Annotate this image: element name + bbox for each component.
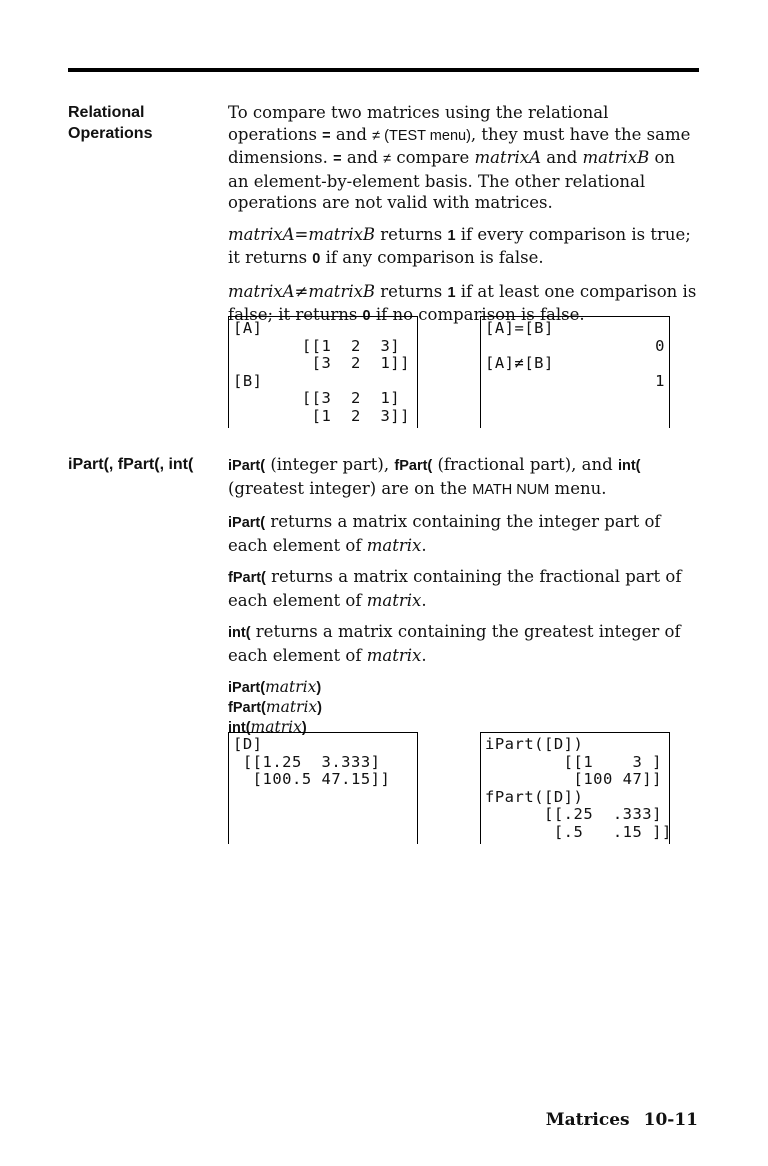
int-description: int( returns a matrix containing the greatest integer of each element of matrix. bbox=[228, 622, 681, 665]
screen-result: 1 bbox=[655, 371, 665, 390]
page-footer bbox=[546, 1110, 698, 1130]
calculator-screen-matrix-d bbox=[228, 732, 418, 844]
screen-line: [A]=[B] bbox=[485, 319, 554, 337]
screen-line: [[.25 .333] bbox=[485, 805, 662, 823]
calculator-screen-comparison bbox=[480, 316, 670, 428]
syntax-line: iPart(matrix) bbox=[228, 678, 322, 696]
not-equal-description: matrixA≠matrixB returns 1 if at least one comparison is false; it returns 0 if no comparison is false. bbox=[228, 281, 697, 324]
syntax-block bbox=[228, 678, 700, 738]
section-heading-ipart: iPart(, fPart(, int( bbox=[68, 456, 194, 473]
relational-body bbox=[228, 102, 700, 328]
ipart-body bbox=[228, 454, 700, 738]
screen-line: [[1 2 3] bbox=[233, 336, 401, 355]
section-heading-relational bbox=[68, 102, 218, 144]
equal-description: matrixA=matrixB returns 1 if every comparison is true; it returns 0 if any comparison is false. bbox=[228, 224, 691, 267]
screen-line: fPart([D]) bbox=[485, 787, 584, 806]
calculator-screen-matrices-ab bbox=[228, 316, 418, 428]
heading-line-1: Relational bbox=[68, 104, 145, 121]
top-rule bbox=[68, 68, 699, 72]
screen-line: iPart([D]) bbox=[485, 735, 584, 753]
screen-line: [.5 .15 ]] bbox=[485, 822, 672, 841]
screen-line: [B] bbox=[233, 371, 263, 390]
screen-line: [1 2 3]] bbox=[233, 406, 410, 425]
chapter-title: Matrices bbox=[545, 1110, 630, 1130]
syntax-line: int(matrix) bbox=[228, 718, 307, 736]
screen-line: [[1.25 3.333] bbox=[233, 752, 381, 771]
screen-line: [A] bbox=[233, 319, 263, 337]
screen-line: [[1 3 ] bbox=[485, 752, 662, 771]
screen-line: [D] bbox=[233, 735, 263, 753]
heading-line-2: Operations bbox=[68, 125, 153, 142]
ipart-description: iPart( returns a matrix containing the integer part of each element of matrix. bbox=[228, 512, 661, 555]
screen-line: [A]≠[B] bbox=[485, 354, 554, 372]
screen-line: [[3 2 1] bbox=[233, 389, 401, 407]
screen-line: [100.5 47.15]] bbox=[233, 770, 391, 788]
ipart-intro: iPart( (integer part), fPart( (fractional part), and int( (greatest integer) are on the MATH NUM menu. bbox=[228, 455, 641, 498]
page-number: 10-11 bbox=[643, 1110, 698, 1130]
relational-intro: To compare two matrices using the relational operations = and ≠ (TEST menu), they must have the same dimensions. = and ≠ compare matrixA and matrixB on an element-by-element basis. The other relational operations are not valid with matrices. bbox=[228, 103, 691, 212]
screen-line: [100 47]] bbox=[485, 770, 662, 788]
screen-result: 0 bbox=[655, 336, 665, 355]
syntax-line: fPart(matrix) bbox=[228, 698, 322, 716]
calculator-screen-ipart-fpart bbox=[480, 732, 670, 844]
fpart-description: fPart( returns a matrix containing the fractional part of each element of matrix. bbox=[228, 567, 682, 610]
screen-line: [3 2 1]] bbox=[233, 354, 410, 372]
